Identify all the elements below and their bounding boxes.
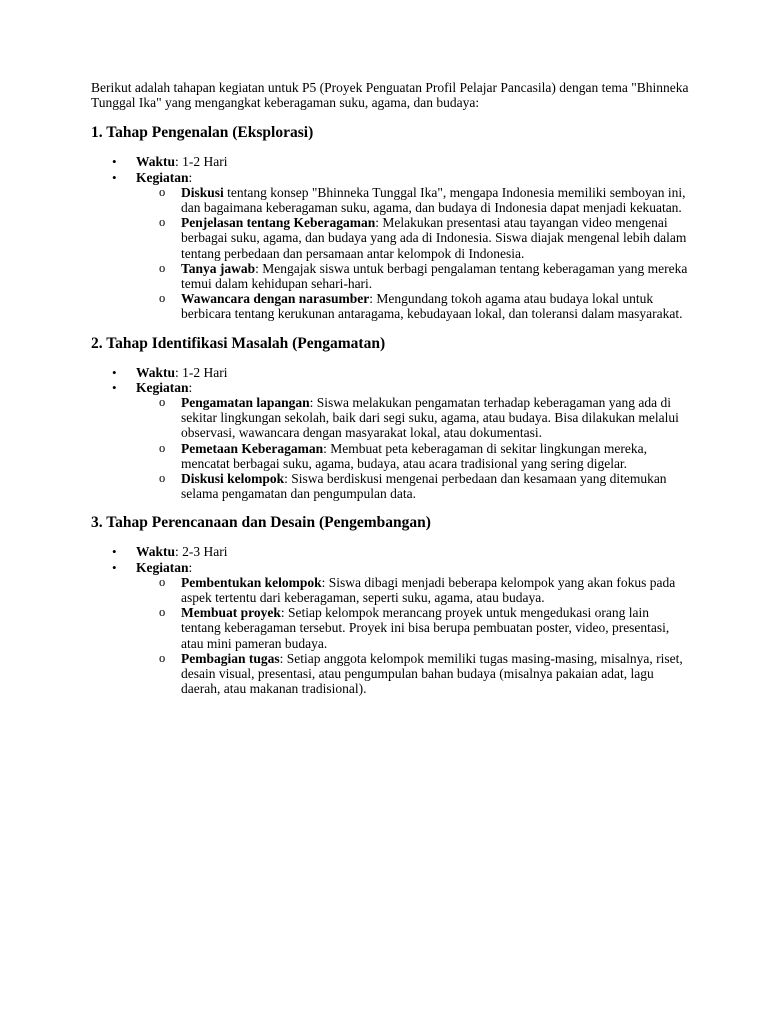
activity-text: : Siswa berdiskusi mengenai perbedaan dan kesamaan yang ditemukan selama pengamatan dan pengumpulan data.: [181, 471, 667, 502]
section-details-list: [91, 365, 691, 502]
activity-list: [136, 395, 691, 501]
activity-label: Diskusi kelompok: [181, 471, 285, 487]
intro-paragraph: Berikut adalah tahapan kegiatan untuk P5 (Proyek Penguatan Profil Pelajar Pancasila) dengan tema "Bhinneka Tunggal Ika" yang mengangkat keberagaman suku, agama, dan budaya:: [91, 80, 689, 111]
list-item-kegiatan: [91, 560, 691, 697]
bullet-icon: •: [112, 364, 117, 380]
circle-bullet-icon: o: [159, 605, 166, 620]
document-page: [91, 80, 691, 710]
kegiatan-label: Kegiatan: [136, 379, 189, 395]
list-item-kegiatan: [91, 170, 691, 322]
list-item-kegiatan: [91, 380, 691, 502]
circle-bullet-icon: o: [159, 440, 166, 455]
activity-text: : Siswa melakukan pengamatan terhadap keberagaman yang ada di sekitar lingkungan sekolah, baik dari segi suku, agama, atau budaya. Bisa dilakukan melalui observasi, wawancara dengan masyarakat lokal, atau dokumentasi.: [181, 395, 679, 441]
activity-item: [136, 575, 691, 605]
waktu-value: : 1-2 Hari: [175, 364, 228, 380]
activity-item: [136, 395, 691, 441]
activity-text: : Membuat peta keberagaman di sekitar lingkungan mereka, mencatat berbagai suku, agama, budaya, atau acara tradisional yang sering digelar.: [181, 440, 647, 471]
activity-label: Pengamatan lapangan: [181, 395, 310, 411]
section-1: [91, 124, 691, 321]
bullet-icon: •: [112, 544, 117, 560]
activity-list: [136, 575, 691, 697]
waktu-label: Waktu: [136, 364, 176, 380]
bullet-icon: •: [112, 559, 117, 575]
circle-bullet-icon: o: [159, 291, 166, 306]
activity-label: Pembagian tugas: [181, 650, 280, 666]
activity-label: Wawancara dengan narasumber: [181, 291, 370, 307]
bullet-icon: •: [112, 169, 117, 185]
activity-label: Membuat proyek: [181, 605, 281, 621]
activity-item: [136, 471, 691, 501]
activity-text: : Setiap anggota kelompok memiliki tugas masing-masing, misalnya, riset, desain visual, presentasi, atau pengumpulan bahan budaya (misalnya pakaian adat, lagu daerah, atau makanan tradisional).: [181, 650, 683, 697]
waktu-value: : 2-3 Hari: [175, 544, 228, 560]
waktu-label: Waktu: [136, 154, 176, 170]
activity-label: Pemetaan Keberagaman: [181, 440, 324, 456]
kegiatan-label: Kegiatan: [136, 169, 189, 185]
activity-label: Tanya jawab: [181, 260, 256, 276]
kegiatan-suffix: :: [188, 559, 193, 575]
activity-label: Pembentukan kelompok: [181, 574, 322, 590]
activity-item: [136, 605, 691, 651]
circle-bullet-icon: o: [159, 215, 166, 230]
bullet-icon: •: [112, 379, 117, 395]
activity-text: : Setiap kelompok merancang proyek untuk mengedukasi orang lain tentang keberagaman tersebut. Proyek ini bisa berupa pembuatan poster, video, presentasi, atau mini pameran budaya.: [181, 605, 670, 651]
waktu-value: : 1-2 Hari: [175, 154, 228, 170]
activity-label: Diskusi: [181, 184, 224, 200]
activity-item: [136, 291, 691, 321]
activity-item: [136, 441, 691, 471]
circle-bullet-icon: o: [159, 471, 166, 486]
section-details-list: [91, 154, 691, 321]
activity-text: tentang konsep "Bhinneka Tunggal Ika", mengapa Indonesia memiliki semboyan ini, dan bagaimana keberagaman suku, agama, dan budaya di Indonesia dapat menjadi kekuatan.: [181, 184, 686, 216]
activity-item: [136, 261, 691, 291]
section-3: [91, 514, 691, 696]
list-item-waktu: [91, 154, 691, 169]
bullet-icon: •: [112, 154, 117, 170]
activity-text: : Siswa dibagi menjadi beberapa kelompok yang akan fokus pada aspek tertentu dari keberagaman, seperti suku, agama, atau budaya.: [181, 574, 676, 606]
activity-text: : Melakukan presentasi atau tayangan video mengenai berbagai suku, agama, dan budaya yang ada di Indonesia. Siswa diajak mengenal lebih dalam tentang perbedaan dan persamaan antar kelompok di Indonesia.: [181, 215, 687, 261]
kegiatan-suffix: :: [188, 169, 193, 185]
section-heading: 1. Tahap Pengenalan (Eksplorasi): [91, 124, 314, 142]
section-heading: 2. Tahap Identifikasi Masalah (Pengamatan): [91, 334, 386, 352]
section-details-list: [91, 544, 691, 696]
kegiatan-suffix: :: [188, 379, 193, 395]
activity-text: : Mengajak siswa untuk berbagi pengalaman tentang keberagaman yang mereka temui dalam kehidupan sehari-hari.: [181, 260, 688, 292]
section-heading: 3. Tahap Perencanaan dan Desain (Pengembangan): [91, 514, 431, 532]
kegiatan-label: Kegiatan: [136, 559, 189, 575]
activity-list: [136, 185, 691, 322]
circle-bullet-icon: o: [159, 574, 166, 589]
activity-label: Penjelasan tentang Keberagaman: [181, 215, 376, 231]
section-2: [91, 335, 691, 502]
circle-bullet-icon: o: [159, 260, 166, 275]
list-item-waktu: [91, 544, 691, 559]
activity-item: [136, 185, 691, 215]
circle-bullet-icon: o: [159, 184, 166, 199]
circle-bullet-icon: o: [159, 395, 166, 410]
activity-item: [136, 651, 691, 697]
list-item-waktu: [91, 365, 691, 380]
activity-text: : Mengundang tokoh agama atau budaya lokal untuk berbicara tentang kerukunan antaragama, kebudayaan lokal, dan toleransi dalam masyarakat.: [181, 291, 683, 322]
circle-bullet-icon: o: [159, 650, 166, 665]
activity-item: [136, 215, 691, 261]
waktu-label: Waktu: [136, 544, 176, 560]
